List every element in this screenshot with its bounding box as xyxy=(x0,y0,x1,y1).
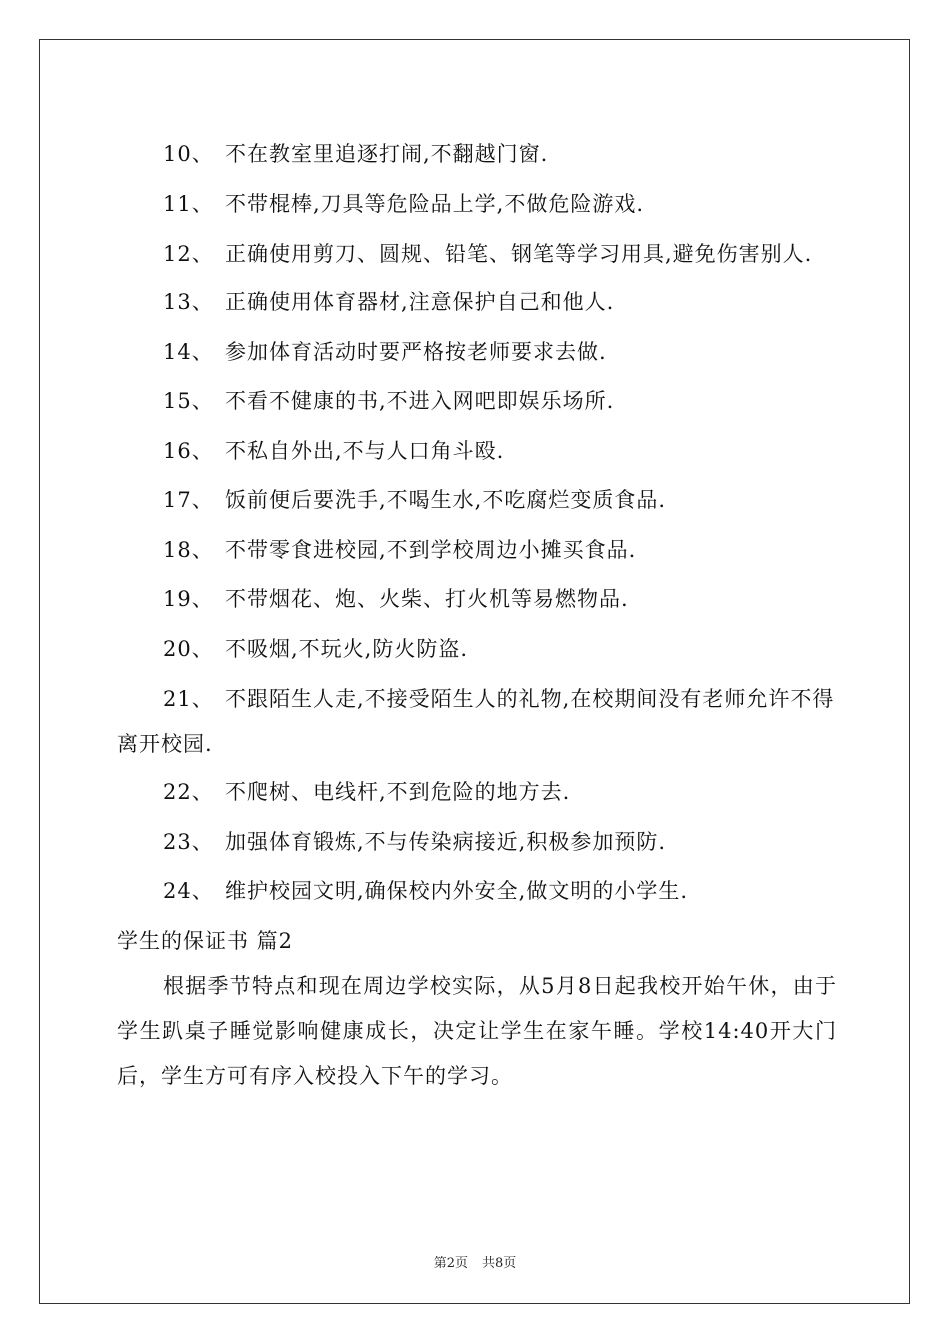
page-number: 第2页 xyxy=(433,1256,468,1271)
item-text: 不吸烟,不玩火,防火防盗. xyxy=(225,636,469,661)
item-number: 19、 xyxy=(163,587,214,611)
item-number: 11、 xyxy=(163,191,214,216)
page-total: 共8页 xyxy=(482,1256,517,1271)
item-number: 23、 xyxy=(163,829,214,854)
item-number: 13、 xyxy=(163,290,214,314)
document-body xyxy=(117,130,837,1099)
item-text: 不跟陌生人走,不接受陌生人的礼物,在校期间没有老师允许不得离开校园. xyxy=(117,687,835,756)
item-text: 不带零食进校园,不到学校周边小摊买食品. xyxy=(225,537,637,562)
item-text: 维护校园文明,确保校内外安全,做文明的小学生. xyxy=(225,879,689,903)
item-number: 15、 xyxy=(163,389,214,413)
item-number: 24、 xyxy=(163,879,214,903)
list-item xyxy=(117,278,837,328)
list-item xyxy=(117,328,837,378)
item-number: 10、 xyxy=(163,142,214,166)
list-item xyxy=(117,377,837,427)
item-text: 参加体育活动时要严格按老师要求去做. xyxy=(225,339,607,364)
list-item xyxy=(117,867,837,917)
section-title: 学生的保证书 篇2 xyxy=(117,928,294,953)
list-item xyxy=(117,427,837,477)
item-number: 14、 xyxy=(163,339,214,364)
item-text: 正确使用剪刀、圆规、铅笔、钢笔等学习用具,避免伤害别人. xyxy=(225,242,813,266)
list-item xyxy=(117,575,837,625)
item-text: 饭前便后要洗手,不喝生水,不吃腐烂变质食品. xyxy=(225,488,667,512)
list-item xyxy=(117,674,837,768)
item-number: 21、 xyxy=(163,687,214,711)
item-text: 不私自外出,不与人口角斗殴. xyxy=(225,438,505,463)
item-number: 17、 xyxy=(163,488,214,512)
list-item xyxy=(117,768,837,818)
list-item xyxy=(117,625,837,675)
item-text: 不爬树、电线杆,不到危险的地方去. xyxy=(225,780,571,804)
item-text: 不看不健康的书,不进入网吧即娱乐场所. xyxy=(225,389,615,413)
item-number: 22、 xyxy=(163,780,214,804)
item-text: 不带烟花、炮、火柴、打火机等易燃物品. xyxy=(225,587,629,611)
item-number: 20、 xyxy=(163,636,214,661)
item-number: 18、 xyxy=(163,537,214,562)
list-item xyxy=(117,526,837,576)
list-item xyxy=(117,229,837,278)
list-item xyxy=(117,818,837,868)
list-item xyxy=(117,180,837,230)
page-footer xyxy=(0,1252,950,1271)
item-number: 12、 xyxy=(163,242,214,266)
item-text: 加强体育锻炼,不与传染病接近,积极参加预防. xyxy=(225,829,667,854)
item-text: 不在教室里追逐打闹,不翻越门窗. xyxy=(225,142,549,166)
list-item xyxy=(117,130,837,180)
list-item xyxy=(117,476,837,526)
item-number: 16、 xyxy=(163,438,214,463)
item-text: 不带棍棒,刀具等危险品上学,不做危险游戏. xyxy=(225,191,645,216)
body-paragraph: 根据季节特点和现在周边学校实际，从5月8日起我校开始午休，由于学生趴桌子睡觉影响健康成长，决定让学生在家午睡。学校14:40开大门后，学生方可有序入校投入下午的学习。 xyxy=(117,973,837,1088)
item-text: 正确使用体育器材,注意保护自己和他人. xyxy=(225,290,615,314)
